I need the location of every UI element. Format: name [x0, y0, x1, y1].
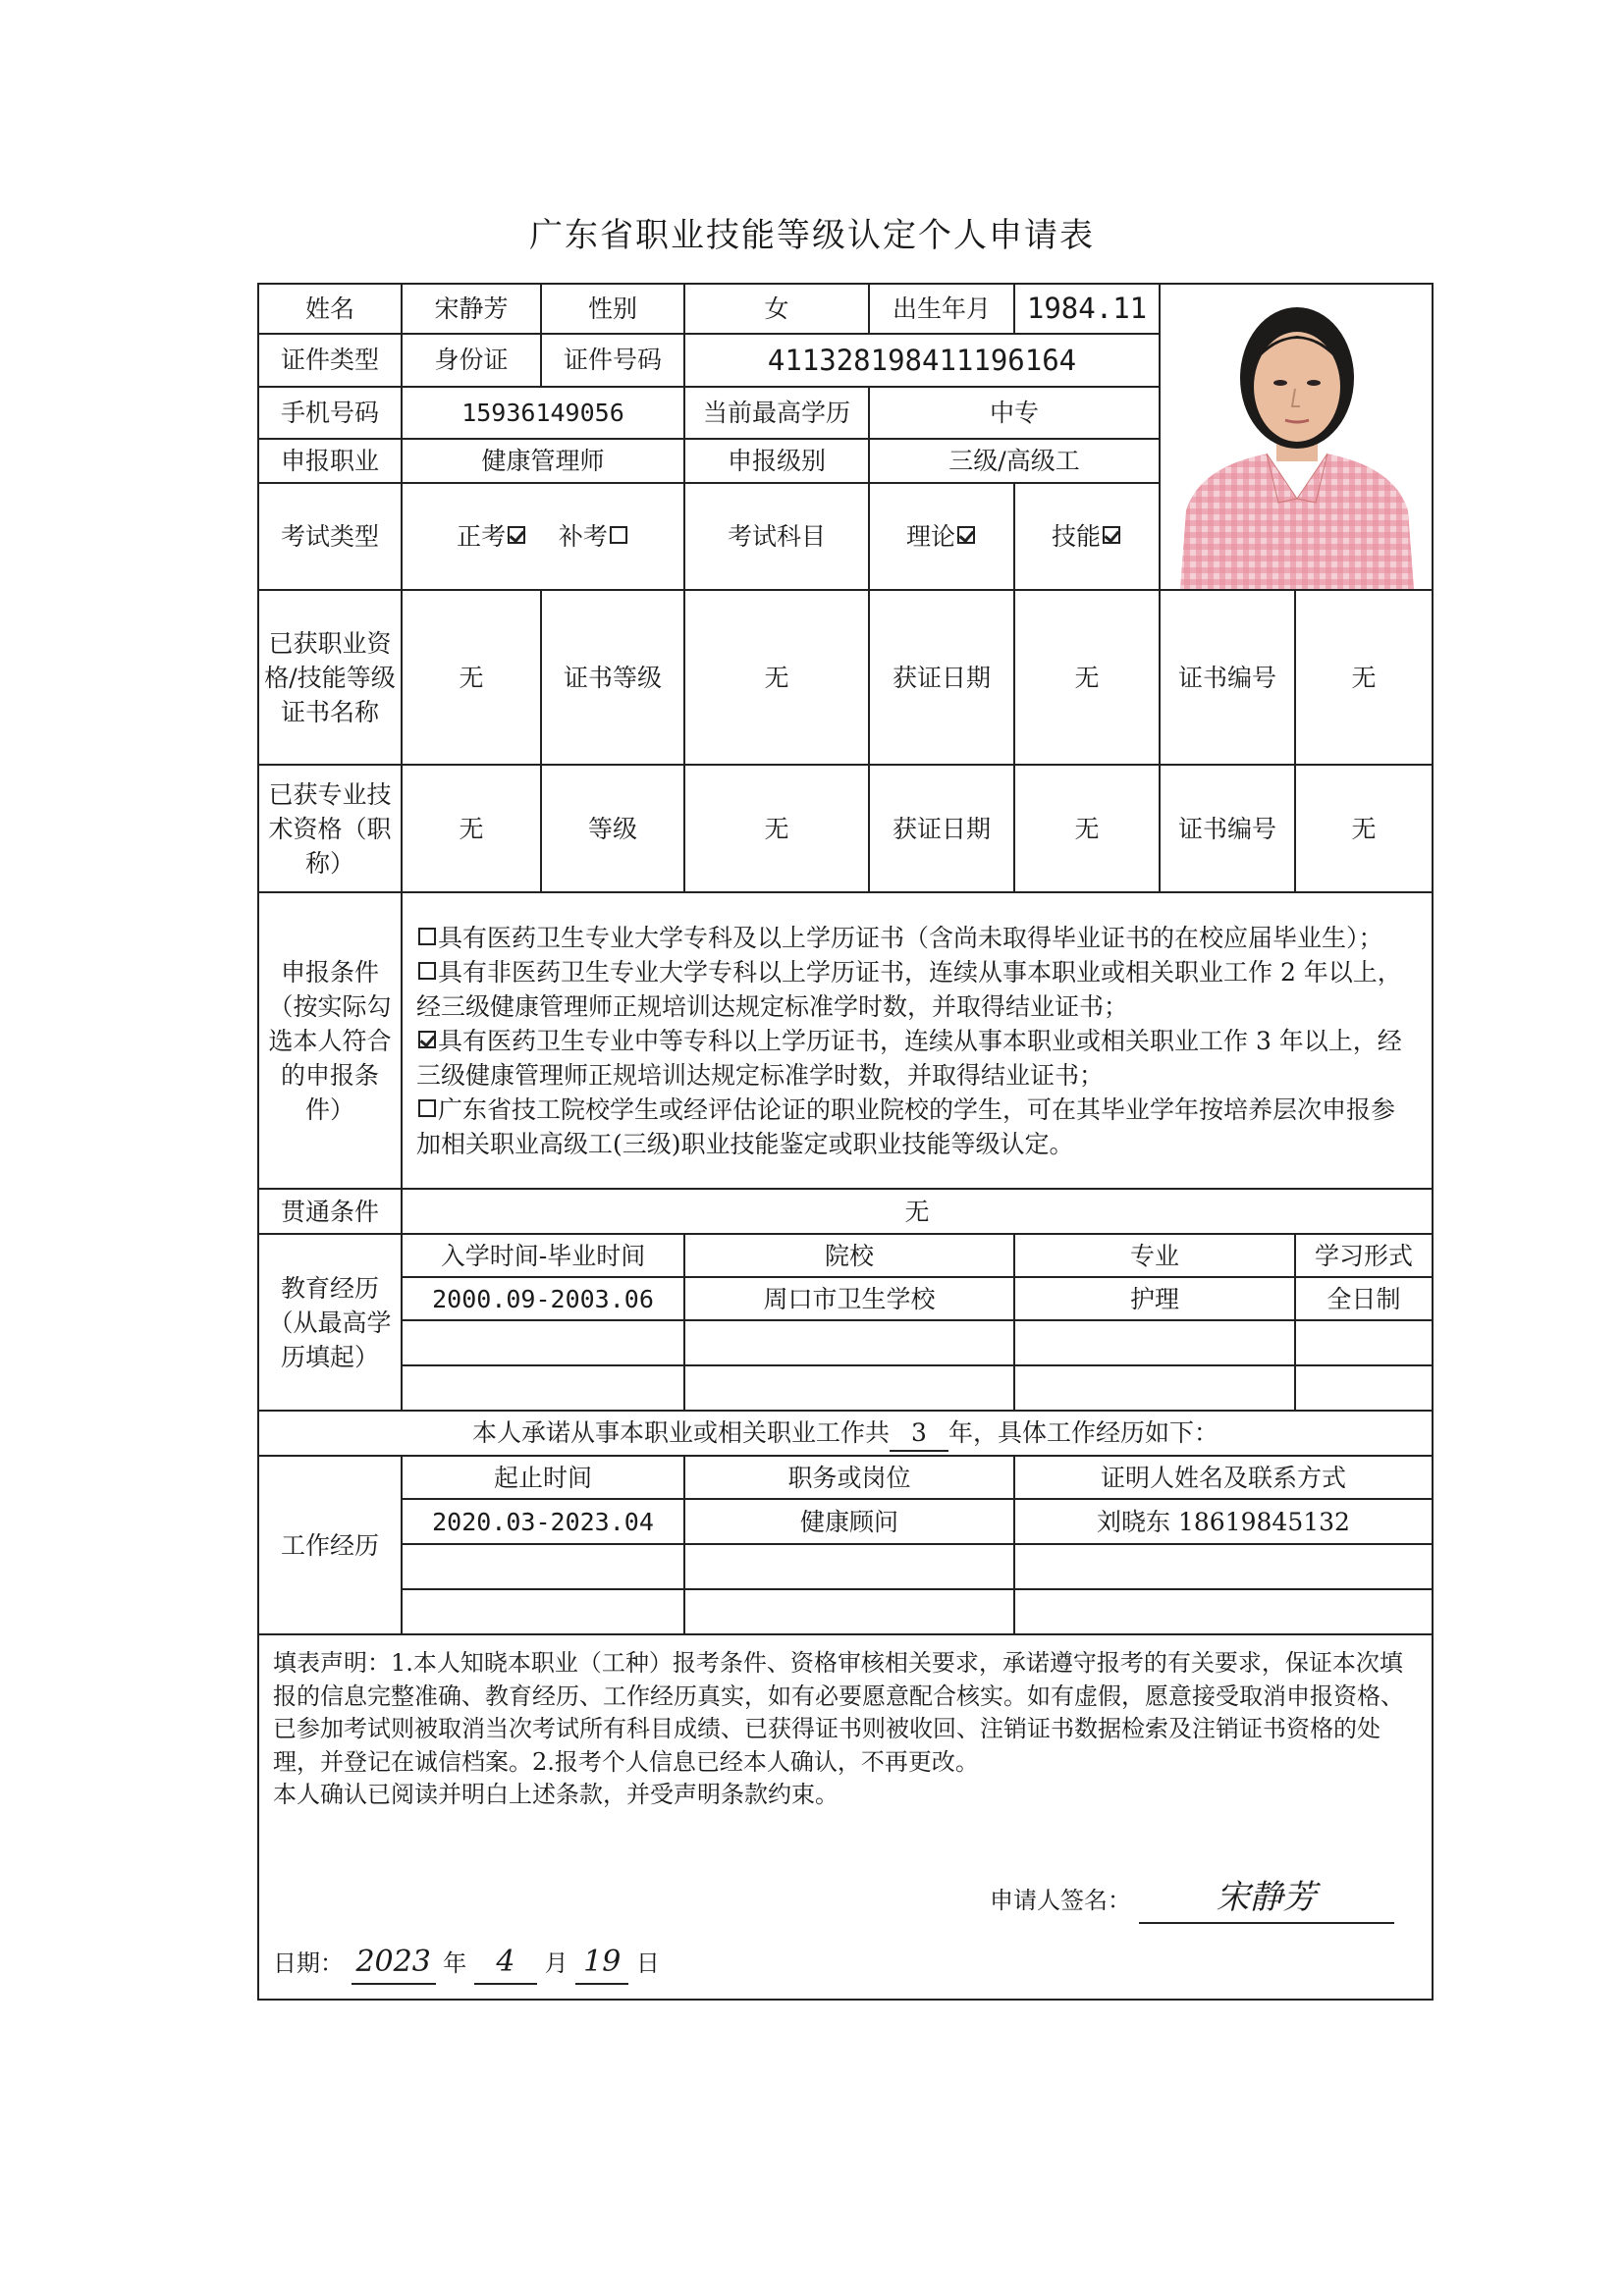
value-through: 无: [402, 1189, 1433, 1234]
label-cert-date: 获证日期: [869, 590, 1014, 765]
label-level: 申报级别: [684, 439, 869, 483]
table-row: [258, 1277, 1433, 1320]
edu-mode: [1295, 1320, 1433, 1365]
value-cert-date: 无: [1014, 590, 1160, 765]
work-header-period: 起止时间: [402, 1456, 684, 1499]
application-form: [257, 283, 1434, 2001]
table-row: [258, 1365, 1433, 1411]
value-cert-no: 无: [1295, 590, 1433, 765]
edu-header-school: 院校: [684, 1234, 1014, 1277]
value-id-no: 411328198411196164: [684, 334, 1160, 388]
edu-mode: [1295, 1365, 1433, 1411]
condition-checkbox[interactable]: [418, 1099, 436, 1117]
exam-regular-label: 正考: [457, 521, 507, 551]
label-phone: 手机号码: [258, 387, 402, 439]
signature: 宋静芳: [1139, 1875, 1394, 1924]
edu-school: 周口市卫生学校: [684, 1277, 1014, 1320]
label-education-note: （从最高学历填起）: [268, 1308, 392, 1371]
portrait-image: [1161, 285, 1433, 589]
date-day: 19: [575, 1942, 628, 1985]
label-occupation: 申报职业: [258, 439, 402, 483]
label-through: 贯通条件: [258, 1189, 402, 1234]
label-gender: 性别: [541, 284, 684, 334]
exam-type-options: [402, 483, 684, 590]
form-title: 广东省职业技能等级认定个人申请表: [529, 216, 1095, 255]
applicant-photo: [1160, 284, 1433, 590]
work-position: 健康顾问: [684, 1499, 1014, 1544]
label-pro-grade: 等级: [541, 765, 684, 892]
work-header-reference: 证明人姓名及联系方式: [1014, 1456, 1433, 1499]
date-month-unit: 月: [544, 1949, 568, 1977]
exam-theory-checkbox[interactable]: [957, 526, 975, 544]
work-reference: [1014, 1589, 1433, 1634]
value-level: 三级/高级工: [869, 439, 1160, 483]
value-birth: 1984.11: [1014, 284, 1160, 334]
label-birth: 出生年月: [869, 284, 1014, 334]
label-education: [258, 1234, 402, 1411]
label-conditions-title: 申报条件: [280, 957, 379, 987]
value-name: 宋静芳: [402, 284, 541, 334]
label-edu-level: 当前最高学历: [684, 387, 869, 439]
edu-period: [402, 1365, 684, 1411]
label-pro-title: 已获专业技术资格（职称）: [258, 765, 402, 892]
date-year: 2023: [352, 1942, 436, 1985]
table-row: [258, 1499, 1433, 1544]
declaration-section: [258, 1634, 1433, 2000]
condition-item: 广东省技工院校学生或经评估论证的职业院校的学生，可在其毕业学年按培养层次申报参加相关职业高级工(三级)职业技能鉴定或职业技能等级认定。: [416, 1095, 1396, 1158]
label-cert-grade: 证书等级: [541, 590, 684, 765]
declaration-text: 填表声明：1.本人知晓本职业（工种）报考条件、资格审核相关要求，承诺遵守报考的有关要求，保证本次填报的信息完整准确、教育经历、工作经历真实，如有必要愿意配合核实。如有虚假，愿意接受取消申报资格、已参加考试则被取消当次考试所有科目成绩、已获得证书则被收回、注销证书数据检索及注销证书资格的处理，并登记在诚信档案。2.报考个人信息已经本人确认，不再更改。: [273, 1649, 1404, 1776]
work-promise-years: 3: [890, 1415, 948, 1452]
edu-period: [402, 1320, 684, 1365]
exam-regular-checkbox[interactable]: [508, 526, 525, 544]
condition-checkbox[interactable]: [418, 962, 436, 980]
work-header-position: 职务或岗位: [684, 1456, 1014, 1499]
condition-checkbox[interactable]: [418, 928, 436, 945]
label-cert-no: 证书编号: [1160, 590, 1295, 765]
label-conditions-note: （按实际勾选本人符合的申报条件）: [268, 991, 392, 1124]
label-name: 姓名: [258, 284, 402, 334]
value-gender: 女: [684, 284, 869, 334]
label-education-title: 教育经历: [280, 1273, 379, 1303]
date-year-unit: 年: [443, 1949, 467, 1977]
work-position: [684, 1589, 1014, 1634]
work-reference: [1014, 1544, 1433, 1589]
condition-checkbox[interactable]: [418, 1031, 436, 1048]
table-row: [258, 1544, 1433, 1589]
condition-item: 具有医药卫生专业大学专科及以上学历证书（含尚未取得毕业证书的在校应届毕业生）；: [416, 921, 1418, 955]
edu-school: [684, 1320, 1014, 1365]
label-work: 工作经历: [258, 1456, 402, 1634]
work-position: [684, 1544, 1014, 1589]
work-period: 2020.03-2023.04: [402, 1499, 684, 1544]
edu-header-period: 入学时间-毕业时间: [402, 1234, 684, 1277]
work-reference: 刘晓东 18619845132: [1014, 1499, 1433, 1544]
exam-skill-label: 技能: [1051, 521, 1101, 551]
value-pro-no: 无: [1295, 765, 1433, 892]
value-cert-grade: 无: [684, 590, 869, 765]
date-day-unit: 日: [635, 1949, 660, 1977]
exam-makeup-checkbox[interactable]: [610, 526, 627, 544]
work-promise-suffix: 年，具体工作经历如下：: [948, 1417, 1219, 1447]
table-row: [258, 1589, 1433, 1634]
exam-theory-option: [869, 483, 1014, 590]
edu-school: [684, 1365, 1014, 1411]
value-pro-title: 无: [402, 765, 541, 892]
signature-block: [990, 1875, 1422, 1924]
edu-header-mode: 学习形式: [1295, 1234, 1433, 1277]
label-exam-subject: 考试科目: [684, 483, 869, 590]
value-edu-level: 中专: [869, 387, 1160, 439]
value-id-type: 身份证: [402, 334, 541, 388]
work-period: [402, 1589, 684, 1634]
value-pro-date: 无: [1014, 765, 1160, 892]
date-label: 日期：: [273, 1949, 344, 1977]
condition-item: 具有医药卫生专业中等专科以上学历证书，连续从事本职业或相关职业工作 3 年以上，经三级健康管理师正规培训达规定标准学时数，并取得结业证书；: [416, 1026, 1402, 1090]
edu-period: 2000.09-2003.06: [402, 1277, 684, 1320]
table-row: [258, 1320, 1433, 1365]
exam-theory-label: 理论: [905, 521, 955, 551]
conditions-list: [402, 892, 1433, 1189]
edu-major: 护理: [1014, 1277, 1295, 1320]
exam-skill-option: [1014, 483, 1160, 590]
value-cert-name: 无: [402, 590, 541, 765]
date-month: 4: [474, 1942, 537, 1985]
value-phone: 15936149056: [402, 387, 684, 439]
value-pro-grade: 无: [684, 765, 869, 892]
label-exam-type: 考试类型: [258, 483, 402, 590]
work-period: [402, 1544, 684, 1589]
label-cert-name: 已获职业资格/技能等级证书名称: [258, 590, 402, 765]
exam-makeup-label: 补考: [558, 521, 608, 551]
edu-major: [1014, 1365, 1295, 1411]
declaration-confirm: 本人确认已阅读并明白上述条款，并受声明条款约束。: [273, 1781, 839, 1809]
label-id-no: 证件号码: [541, 334, 684, 388]
edu-major: [1014, 1320, 1295, 1365]
work-promise-prefix: 本人承诺从事本职业或相关职业工作共: [471, 1417, 890, 1447]
label-pro-no: 证书编号: [1160, 765, 1295, 892]
label-conditions: [258, 892, 402, 1189]
date-block: [273, 1942, 660, 1985]
label-id-type: 证件类型: [258, 334, 402, 388]
condition-item: 具有非医药卫生专业大学专科以上学历证书，连续从事本职业或相关职业工作 2 年以上，经三级健康管理师正规培训达规定标准学时数，并取得结业证书；: [416, 957, 1402, 1021]
work-promise: [258, 1411, 1433, 1456]
edu-mode: 全日制: [1295, 1277, 1433, 1320]
value-occupation: 健康管理师: [402, 439, 684, 483]
sign-label: 申请人签名：: [990, 1887, 1131, 1914]
edu-header-major: 专业: [1014, 1234, 1295, 1277]
label-pro-date: 获证日期: [869, 765, 1014, 892]
exam-skill-checkbox[interactable]: [1103, 526, 1120, 544]
